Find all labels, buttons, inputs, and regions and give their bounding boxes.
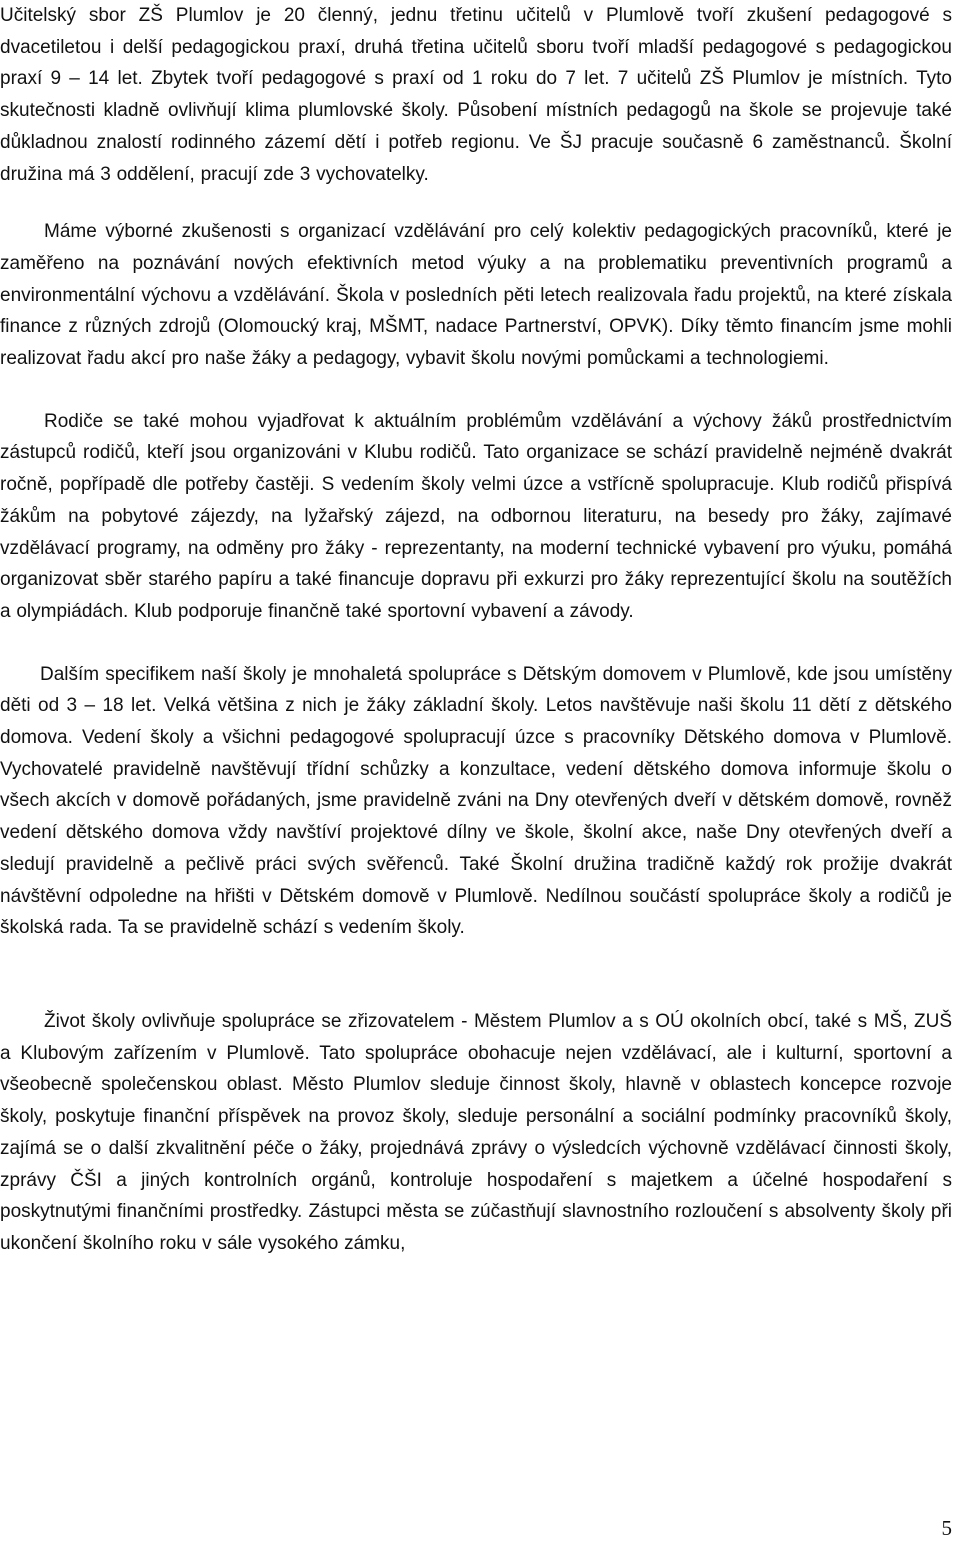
paragraph-founder-cooperation: Život školy ovlivňuje spolupráce se zřizovatelem - Městem Plumlov a s OÚ okolních obcí, také s MŠ, ZUŠ a Klubovým zařízením v Plumlově. Tato spolupráce obohacuje nejen vzdělávací, ale i kulturní, sportovní a všeobecně společenskou oblast. Město Plumlov sleduje činnost školy, hlavně v oblastech koncepce rozvoje školy, poskytuje finanční příspěvek na provoz školy, sleduje personální a sociální podmínky pracovníků školy, zajímá se o další zkvalitnění péče o žáky, projednává zprávy o výsledcích výchovně vzdělávací činnosti školy, zprávy ČŠI a jiných kontrolních orgánů, kontroluje hospodaření s majetkem a účelné hospodaření s poskytnutými finančními prostředky. Zástupci města se zúčastňují slavnostního rozloučení s absolventy školy při ukončení školního roku v sále vysokého zámku, [0,1010,952,1254]
paragraph-childrens-home: Dalším specifikem naší školy je mnohaletá spolupráce s Dětským domovem v Plumlově, kde jsou umístěny děti od 3 – 18 let. Velká většina z nich je žáky základní školy. Letos navštěvuje naši školu 11 dětí z dětského domova. Vedení školy a všichni pedagogové spolupracují úzce s pracovníky Dětského domova v Plumlově. Vychovatelé pravidelně navštěvují třídní schůzky a konzultace, vedení dětského domova informuje školu o všech akcích v domově pořádaných, jsme pravidelně zváni na Dny otevřených dveří v dětském domově, rovněž vedení dětského domova vždy navštíví projektové dílny ve škole, školní akce, naše Dny otevřených dveří a sledují pravidelně a pečlivě práci svých svěřenců. Také Školní družina tradičně každý rok prožije dvakrát návštěvní odpoledne na hřišti v Dětském domově v Plumlově. Nedílnou součástí spolupráce školy a rodičů je školská rada. Ta se pravidelně schází s vedením školy. [0,663,952,939]
page-number: 5 [941,1516,952,1540]
paragraph-teaching-staff: Učitelský sbor ZŠ Plumlov je 20 členný, jednu třetinu učitelů v Plumlově tvoří zkušení pedagogové s dvacetiletou i delší pedagogickou praxí, druhá třetina učitelů sboru tvoří mladší pedagogové s pedagogickou praxí 9 – 14 let. Zbytek tvoří pedagogové s praxí od 1 roku do 7 let. 7 učitelů ZŠ Plumlov je místních. Tyto skutečnosti kladně ovlivňují klima plumlovské školy. Působení místních pedagogů na škole se projevuje také důkladnou znalostí rodinného zázemí dětí i potřeb regionu. Ve ŠJ pracuje současně 6 zaměstnanců. Školní družina má 3 oddělení, pracují zde 3 vychovatelky. [0,5,952,185]
paragraph-parents-club: Rodiče se také mohou vyjadřovat k aktuálním problémům vzdělávání a výchovy žáků prostřednictvím zástupců rodičů, kteří jsou organizováni v Klubu rodičů. Tato organizace se schází pravidelně nejméně dvakrát ročně, popřípadě dle potřeby častěji. S vedením školy velmi úzce a vstřícně spolupracuje. Klub rodičů přispívá žákům na pobytové zájezdy, na lyžařský zájezd, na odbornou literaturu, na besedy pro žáky, zajímavé vzdělávací programy, na odměny pro žáky - reprezentanty, na moderní technické vybavení pro výuku, pomáhá organizovat sběr starého papíru a také financuje dopravu při exkurzi pro žáky reprezentující školu na soutěžích a olympiádách. Klub podporuje finančně také sportovní vybavení a závody. [0,410,952,622]
paragraph-staff-training: Máme výborné zkušenosti s organizací vzdělávání pro celý kolektiv pedagogických pracovníků, které je zaměřeno na poznávání nových efektivních metod výuky a na problematiku preventivních programů a environmentální výchovu a vzdělávání. Škola v posledních pěti letech realizovala řadu projektů, na které získala finance z různých zdrojů (Olomoucký kraj, MŠMT, nadace Partnerství, OPVK). Díky těmto financím jsme mohli realizovat řadu akcí pro naše žáky a pedagogy, vybavit školu novými pomůckami a technologiemi. [0,221,952,370]
